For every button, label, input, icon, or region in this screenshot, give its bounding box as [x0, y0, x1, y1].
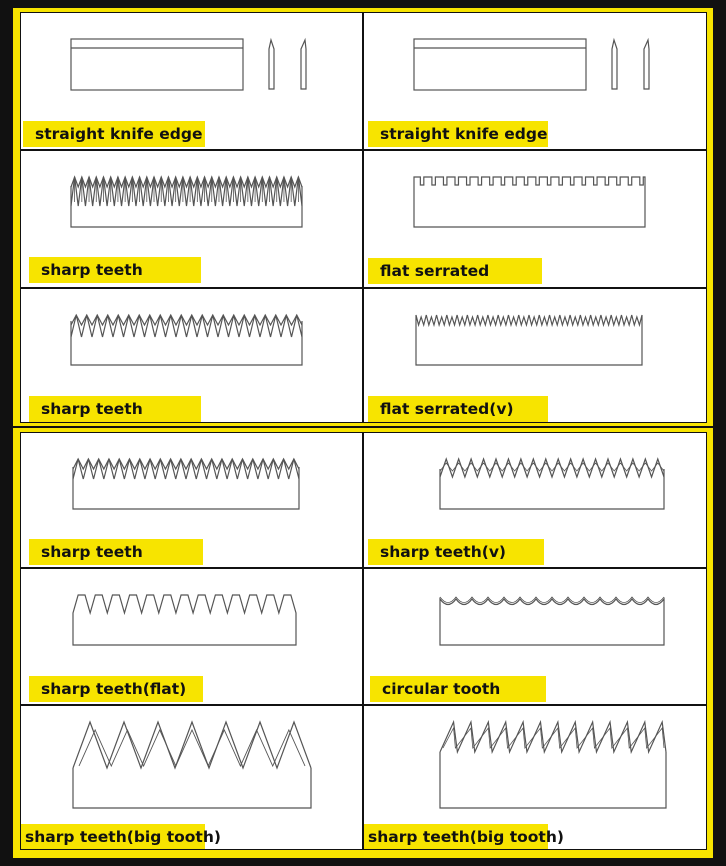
teeth-bevel	[71, 177, 302, 187]
cell-straight-knife-edge-b	[363, 12, 707, 150]
blade-outline	[414, 177, 645, 227]
blade-profile-right	[301, 40, 306, 89]
teeth-outline	[440, 722, 666, 752]
sharp-teeth-big-tooth-b-label: sharp teeth(big tooth)	[364, 824, 548, 850]
sharp-teeth-notched-label: sharp teeth	[29, 539, 203, 565]
straight-knife-edge-a-label: straight knife edge	[23, 121, 205, 147]
cell-straight-knife-edge-a	[20, 12, 363, 150]
blade-profile-right	[644, 40, 649, 89]
cell-sharp-teeth-big-tooth-a	[20, 705, 363, 850]
straight-knife-edge-b-label: straight knife edge	[368, 121, 548, 147]
blade-outline	[73, 595, 296, 645]
blade-profile-left	[612, 40, 617, 89]
blade-outline	[440, 599, 664, 645]
cell-sharp-teeth-big-tooth-b	[363, 705, 707, 850]
blade-body	[71, 321, 302, 365]
blade-outline	[416, 315, 642, 365]
sharp-teeth-v-label: sharp teeth(v)	[368, 539, 544, 565]
cell-flat-serrated	[363, 150, 707, 288]
cell-sharp-teeth-notched	[20, 432, 363, 568]
blade-body	[440, 752, 666, 808]
blade-body	[73, 467, 299, 509]
cell-sharp-teeth-flat	[20, 568, 363, 705]
cell-circular-tooth	[363, 568, 707, 705]
teeth-bevel	[79, 730, 305, 766]
teeth-outline	[440, 459, 664, 477]
blade-profile-left	[269, 40, 274, 89]
flat-serrated-v-label: flat serrated(v)	[368, 396, 548, 422]
sharp-teeth-big-tooth-a-label: sharp teeth(big tooth)	[21, 824, 205, 850]
circular-tooth-label: circular tooth	[370, 676, 546, 702]
cell-sharp-teeth-v	[363, 432, 707, 568]
sharp-teeth-flat-label: sharp teeth(flat)	[29, 676, 203, 702]
blade-body	[73, 768, 311, 808]
blade-body	[71, 39, 243, 90]
cell-flat-serrated-v	[363, 288, 707, 423]
sharp-teeth-fine-label: sharp teeth	[29, 257, 201, 283]
blade-body	[414, 39, 586, 90]
blade-body	[440, 469, 664, 509]
sharp-teeth-medium-label: sharp teeth	[29, 396, 201, 422]
cell-sharp-teeth-fine	[20, 150, 363, 288]
cell-sharp-teeth-medium	[20, 288, 363, 423]
flat-serrated-label: flat serrated	[368, 258, 542, 284]
